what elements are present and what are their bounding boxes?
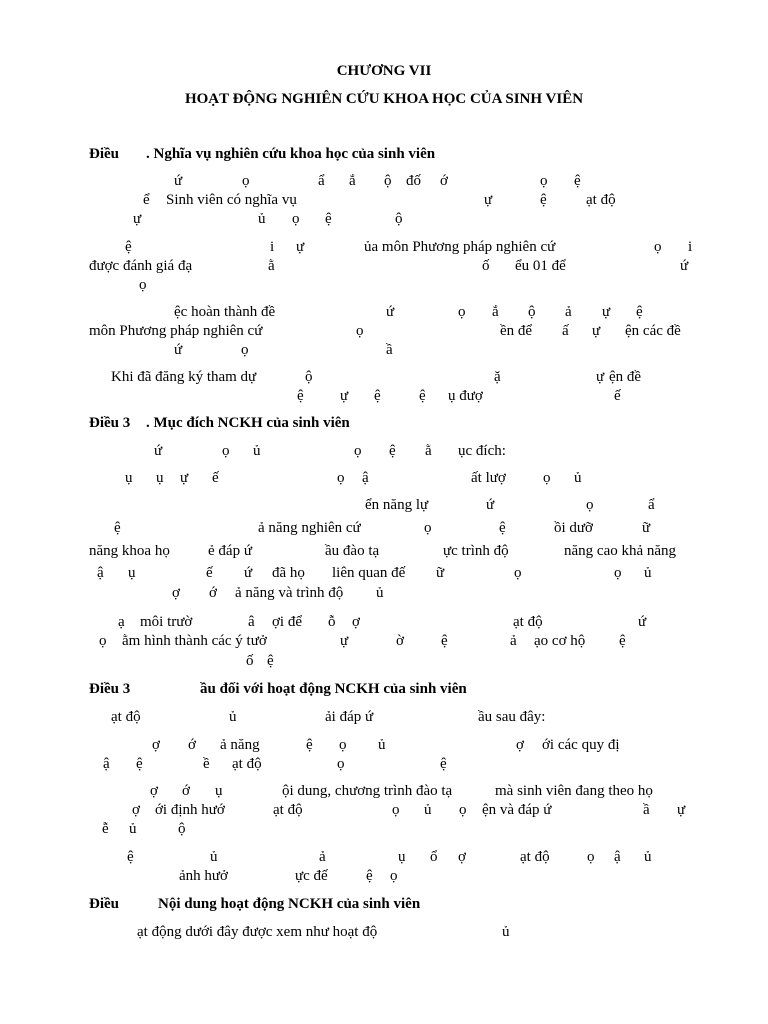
text-fragment: ền để <box>500 323 533 339</box>
text-fragment: ủ <box>210 849 218 865</box>
text-fragment: ạt độ <box>232 756 262 772</box>
text-fragment: i <box>270 239 275 255</box>
text-fragment: ệ <box>136 756 143 772</box>
text-fragment: ọ <box>587 849 595 865</box>
text-fragment: ằ <box>425 443 432 459</box>
text-fragment: môi trườ <box>140 614 193 630</box>
text-fragment: ế <box>212 470 219 486</box>
text-fragment: ả năng nghiên cứ <box>258 520 361 536</box>
text-fragment: ằ <box>268 258 275 274</box>
text-fragment: ệ <box>366 868 373 884</box>
text-fragment: ụ đượ <box>448 388 483 404</box>
text-fragment: ụ <box>156 470 164 486</box>
text-fragment: ụ <box>215 783 223 799</box>
text-fragment: ả năng <box>220 737 260 753</box>
text-fragment: ủ <box>574 470 582 486</box>
text-fragment: ụ <box>398 849 406 865</box>
text-fragment: ộ <box>395 211 403 227</box>
text-fragment: ục đích: <box>458 443 506 459</box>
text-fragment: ệ <box>306 737 313 753</box>
text-fragment: ả <box>510 633 517 649</box>
text-fragment: ện và đáp ứ <box>482 802 552 818</box>
text-fragment: ọ <box>543 470 551 486</box>
text-fragment: mà sinh viên đang theo họ <box>495 783 653 799</box>
text-fragment: ọ <box>242 173 250 189</box>
text-fragment: ễ <box>102 821 109 837</box>
text-fragment: ọ <box>337 470 345 486</box>
text-fragment: ệ <box>297 388 304 404</box>
text-fragment: ả <box>565 304 572 320</box>
text-fragment: ớ <box>182 783 190 799</box>
section-heading-prefix: Điều 3 <box>89 415 131 431</box>
text-fragment: ệ <box>325 211 332 227</box>
text-fragment: ợ <box>516 737 524 753</box>
text-fragment: ự <box>677 802 686 818</box>
text-fragment: ệ <box>499 520 506 536</box>
text-fragment: ọ <box>540 173 548 189</box>
text-fragment: ắ <box>349 173 356 189</box>
text-fragment: ầu đào tạ <box>325 543 380 559</box>
text-fragment: ọ <box>586 497 594 513</box>
text-fragment: ợ <box>352 614 360 630</box>
text-fragment: ạ <box>118 614 125 630</box>
text-fragment: ủ <box>378 737 386 753</box>
text-fragment: ạt độ <box>273 802 303 818</box>
text-fragment: ảnh hưở <box>179 868 228 884</box>
text-fragment: ẩ <box>318 173 325 189</box>
text-fragment: ệ <box>374 388 381 404</box>
section-heading-title: . Mục đích NCKH của sinh viên <box>146 415 350 431</box>
text-fragment: ụ <box>128 565 136 581</box>
text-fragment: ệ <box>125 239 132 255</box>
text-fragment: ệ <box>267 653 274 669</box>
text-fragment: ự <box>340 633 349 649</box>
text-fragment: ọ <box>99 633 107 649</box>
text-fragment: đố <box>406 173 421 189</box>
text-fragment: ồi dưỡ <box>554 520 593 536</box>
section-heading-title: Nội dung hoạt động NCKH của sinh viên <box>158 896 421 912</box>
text-fragment: ọ <box>241 342 249 358</box>
text-fragment: ủ <box>258 211 266 227</box>
text-fragment: â <box>248 614 255 630</box>
text-fragment: ọ <box>390 868 398 884</box>
text-fragment: ực trình độ <box>443 543 509 559</box>
text-fragment: ấ <box>562 323 569 339</box>
text-fragment: ủ <box>644 565 652 581</box>
text-fragment: năng cao khả năng <box>564 543 677 559</box>
text-fragment: ọ <box>459 802 467 818</box>
text-fragment: ọ <box>292 211 300 227</box>
text-fragment: ọ <box>354 443 362 459</box>
text-fragment: ổ <box>430 849 438 865</box>
text-fragment: ự <box>340 388 349 404</box>
text-fragment: ọ <box>222 443 230 459</box>
text-fragment: ủ <box>502 924 510 940</box>
text-fragment: ầu sau đây: <box>478 709 546 725</box>
text-fragment: ằm hình thành các ý tưở <box>122 633 267 649</box>
text-fragment: ữ <box>436 565 445 581</box>
text-fragment: ệ <box>419 388 426 404</box>
text-fragment: ậ <box>103 756 110 772</box>
text-fragment: ữ <box>642 520 651 536</box>
chapter-title: HOẠT ĐỘNG NGHIÊN CỨU KHOA HỌC CỦA SINH VIÊN <box>184 91 584 107</box>
text-fragment: ỗ <box>328 614 336 630</box>
text-fragment: ủ <box>229 709 237 725</box>
text-fragment: ứ <box>174 342 183 358</box>
section-heading-prefix: Điều <box>89 896 119 912</box>
text-fragment: ự <box>602 304 611 320</box>
text-fragment: ọ <box>139 277 147 293</box>
text-fragment: ể <box>143 192 150 208</box>
text-fragment: ệ <box>619 633 626 649</box>
text-fragment: ới các quy đị <box>542 737 620 753</box>
text-fragment: ọ <box>424 520 432 536</box>
text-fragment: ộ <box>305 369 313 385</box>
text-fragment: ầ <box>643 802 650 818</box>
text-fragment: ợi để <box>272 614 303 630</box>
text-fragment: ờ <box>396 633 404 649</box>
text-fragment: ự <box>296 239 305 255</box>
text-fragment: ứ <box>154 443 163 459</box>
text-fragment: ọ <box>339 737 347 753</box>
text-fragment: ợ <box>172 585 180 601</box>
text-fragment: ệ <box>440 756 447 772</box>
section-heading-title: . Nghĩa vụ nghiên cứu khoa học của sinh viên <box>146 146 436 162</box>
text-fragment: ệ <box>441 633 448 649</box>
text-fragment: đã họ <box>272 565 305 581</box>
text-fragment: ủ <box>129 821 137 837</box>
text-fragment: ứ <box>244 565 253 581</box>
section-heading-title: ầu đối với hoạt động NCKH của sinh viên <box>200 681 467 697</box>
text-fragment: ọ <box>337 756 345 772</box>
text-fragment: ộ <box>384 173 392 189</box>
chapter-number: CHƯƠNG VII <box>336 63 432 79</box>
text-fragment: ậ <box>97 565 104 581</box>
text-fragment: ạt độ <box>513 614 543 630</box>
text-fragment: ạt động dưới đây được xem như hoạt độ <box>137 924 378 940</box>
text-fragment: ứ <box>174 173 183 189</box>
text-fragment: ệ <box>127 849 134 865</box>
text-fragment: ầ <box>386 342 393 358</box>
text-fragment: liên quan đế <box>332 565 406 581</box>
text-fragment: ả năng và trình độ <box>235 585 344 601</box>
text-fragment: ệ <box>114 520 121 536</box>
text-fragment: môn Phương pháp nghiên cứ <box>89 323 263 339</box>
text-fragment: ợ <box>152 737 160 753</box>
text-fragment: ọ <box>392 802 400 818</box>
text-fragment: năng khoa họ <box>89 543 170 559</box>
text-fragment: ứ <box>638 614 647 630</box>
text-fragment: ủ <box>253 443 261 459</box>
text-fragment: i <box>688 239 693 255</box>
text-fragment: ợ <box>150 783 158 799</box>
text-fragment: ủ <box>376 585 384 601</box>
text-fragment: Sinh viên có nghĩa vụ <box>166 192 297 208</box>
text-fragment: ệ <box>636 304 643 320</box>
text-fragment: ự <box>596 369 605 385</box>
text-fragment: ế <box>614 388 621 404</box>
text-fragment: ới định hướ <box>155 802 225 818</box>
text-fragment: ự <box>180 470 189 486</box>
text-fragment: ẩ <box>648 497 655 513</box>
text-fragment: ớ <box>209 585 217 601</box>
text-fragment: ự <box>484 192 493 208</box>
section-heading-prefix: Điều <box>89 146 119 162</box>
text-fragment: ứ <box>680 258 689 274</box>
text-fragment: ố <box>482 258 490 274</box>
text-fragment: ứ <box>386 304 395 320</box>
text-fragment: ẻ đáp ứ <box>208 543 252 559</box>
text-fragment: ộ <box>178 821 186 837</box>
text-fragment: ụ <box>125 470 133 486</box>
text-fragment: ất lượ <box>471 470 506 486</box>
text-fragment: ện đề <box>609 369 642 385</box>
text-fragment: được đánh giá đạ <box>89 258 193 274</box>
text-fragment: ạt độ <box>586 192 616 208</box>
text-fragment: ệ <box>574 173 581 189</box>
text-fragment: ệ <box>389 443 396 459</box>
text-fragment: ự <box>133 211 142 227</box>
text-fragment: ạt độ <box>111 709 141 725</box>
text-fragment: ả <box>319 849 326 865</box>
text-fragment: ểu 01 để <box>515 258 566 274</box>
text-fragment: ải đáp ứ <box>325 709 374 725</box>
text-fragment: ủ <box>644 849 652 865</box>
text-fragment: ọ <box>458 304 466 320</box>
text-fragment: ệ <box>540 192 547 208</box>
text-fragment: ậ <box>614 849 621 865</box>
text-fragment: ội dung, chương trình đào tạ <box>282 783 453 799</box>
text-fragment: ạt độ <box>520 849 550 865</box>
text-fragment: ủ <box>424 802 432 818</box>
text-fragment: ự <box>592 323 601 339</box>
text-fragment: ệc hoàn thành đề <box>174 304 276 320</box>
text-fragment: ắ <box>492 304 499 320</box>
text-fragment: ề <box>203 756 210 772</box>
text-fragment: ứ <box>486 497 495 513</box>
text-fragment: ện các đề <box>625 323 681 339</box>
text-fragment: ậ <box>362 470 369 486</box>
text-fragment: ển năng lự <box>365 497 429 513</box>
text-fragment: ọ <box>356 323 364 339</box>
text-fragment: ế <box>206 565 213 581</box>
text-fragment: ợ <box>132 802 140 818</box>
text-fragment: ọ <box>654 239 662 255</box>
text-fragment: ặ <box>494 369 501 385</box>
text-fragment: ủa môn Phương pháp nghiên cứ <box>364 239 556 255</box>
text-fragment: Khi đã đăng ký tham dự <box>111 369 257 385</box>
text-fragment: ọ <box>514 565 522 581</box>
text-fragment: ọ <box>614 565 622 581</box>
text-fragment: ộ <box>528 304 536 320</box>
text-fragment: ạo cơ hộ <box>534 633 586 649</box>
text-fragment: ợ <box>458 849 466 865</box>
text-fragment: ớ <box>188 737 196 753</box>
text-fragment: ớ <box>440 173 448 189</box>
text-fragment: ực đế <box>295 868 328 884</box>
section-heading-prefix: Điều 3 <box>89 681 131 697</box>
text-fragment: ố <box>246 653 254 669</box>
